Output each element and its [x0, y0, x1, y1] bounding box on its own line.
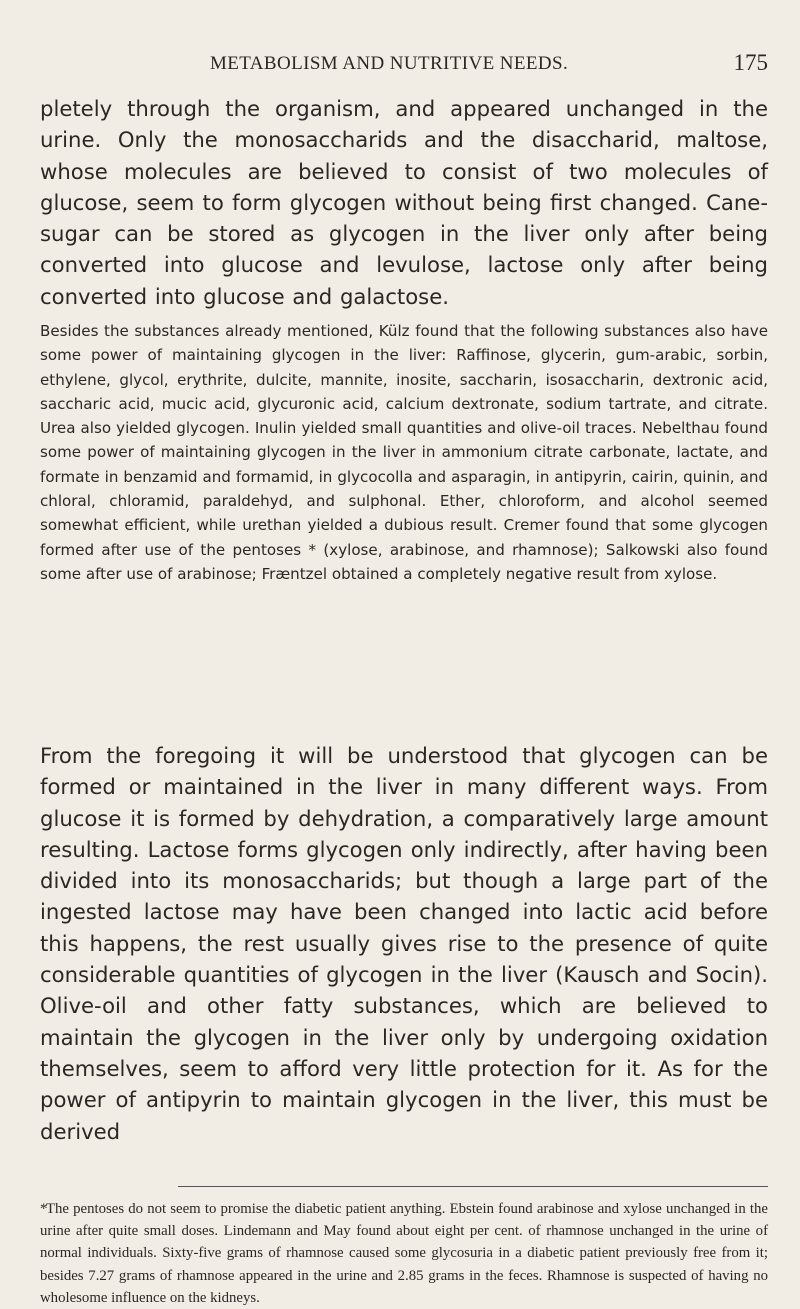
paragraph-conclusion: From the foregoing it will be understood that glycogen can be formed or maintained in the liver in many different ways. From glucose it is formed by dehydration, a comparatively large amount resulting. Lactose forms glycogen only indirectly, after having been divided into its monosaccharids; but though a large part of the ingested lactose may have been changed into lactic acid before this happens, the rest usually gives rise to the presence of quite considerable quantities of glycogen in the liver (Kausch and Socin). Olive-oil and other fatty substances, which are believed to maintain the glycogen in the liver only by undergoing oxidation themselves, seem to afford very little protection for it. As for the power of antipyrin to maintain glycogen in the liver, this must be derived	[40, 743, 768, 1144]
footnote	[40, 1198, 768, 1309]
running-head	[40, 50, 768, 80]
book-page	[40, 0, 768, 1306]
page-number: 175	[733, 50, 768, 75]
footnote-divider	[178, 1186, 768, 1187]
footnote-marker: *	[40, 1201, 48, 1217]
paragraph-glycogen-formation: pletely through the organism, and appeared unchanged in the urine. Only the monosaccharids and the disaccharid, maltose, whose molecules are believed to consist of two molecules of glucose, seem to form glycogen without being first changed. Cane-sugar can be stored as glycogen in the liver only after being converted into glucose and levulose, lactose only after being converted into glucose and galactose.	[40, 96, 768, 309]
running-title: METABOLISM AND NUTRITIVE NEEDS.	[210, 53, 569, 74]
footnote-text: The pentoses do not seem to promise the diabetic patient anything. Ebstein found arabinose and xylose unchanged in the urine after quite small doses. Lindemann and May found about eight per cent. of rhamnose unchanged in the urine of normal individuals. Sixty-five grams of rhamnose caused some glycosuria in a diabetic patient previously free from it; besides 7.27 grams of rhamnose appeared in the urine and 2.85 grams in the feces. Rhamnose is suspected of having no wholesome influence on the kidneys.	[40, 1201, 768, 1306]
paragraph-substances-list: Besides the substances already mentioned, Külz found that the following substances also have some power of maintaining glycogen in the liver: Raffinose, glycerin, gum-arabic, sorbin, ethylene, glycol, erythrite, dulcite, mannite, inosite, saccharin, isosaccharin, dextronic acid, saccharic acid, mucic acid, glycuronic acid, calcium dextronate, sodium tartrate, and citrate. Urea also yielded glycogen. Inulin yielded small quantities and olive-oil traces. Nebelthau found some power of maintaining glycogen in the liver in ammonium citrate carbonate, lactate, and formate in benzamid and formamid, in glycocolla and asparagin, in antipyrin, cairin, quinin, and chloral, chloramid, paraldehyd, and sulphonal. Ether, chloroform, and alcohol seemed somewhat efficient, while urethan yielded a dubious result. Cremer found that some glycogen formed after use of the pentoses * (xylose, arabinose, and rhamnose); Salkowski also found some after use of arabinose; Fræntzel obtained a completely negative result from xylose.	[40, 322, 768, 583]
